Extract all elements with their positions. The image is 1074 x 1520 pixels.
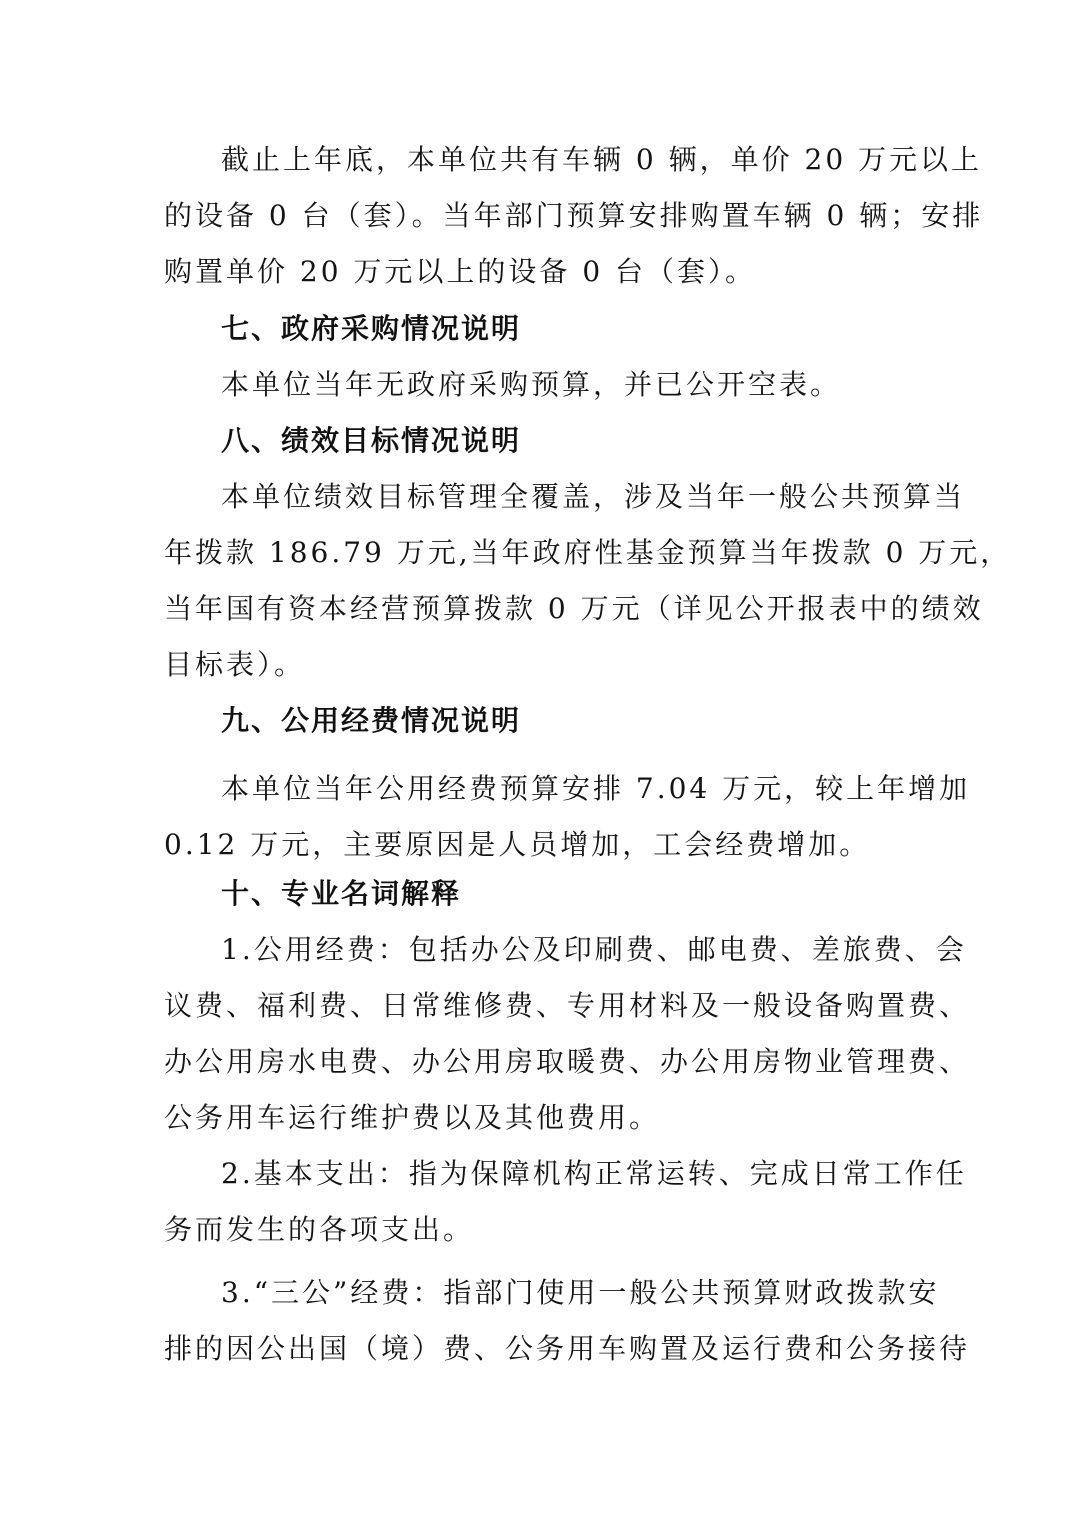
paragraph-vehicles-line-2: 的设备 0 台（套）。当年部门预算安排购置车辆 0 辆；安排 [164, 199, 984, 232]
term-three-public-expenses-line-2: 排的因公出国（境）费、公务用车购置及运行费和公务接待 [164, 1332, 971, 1365]
section-heading-government-procurement: 七、政府采购情况说明 [221, 312, 522, 345]
paragraph-performance-line-3: 当年国有资本经营预算拨款 0 万元（详见公开报表中的绩效 [164, 592, 984, 625]
term-basic-expenditure-line-1: 2.基本支出：指为保障机构正常运转、完成日常工作任 [221, 1157, 967, 1190]
term-public-expenses-line-1: 1.公用经费：包括办公及印刷费、邮电费、差旅费、会 [221, 933, 967, 966]
section-heading-public-expenses: 九、公用经费情况说明 [221, 704, 522, 737]
paragraph-vehicles-line-1: 截止上年底，本单位共有车辆 0 辆，单价 20 万元以上 [221, 143, 983, 176]
term-public-expenses-line-3: 办公用房水电费、办公用房取暖费、办公用房物业管理费、 [164, 1045, 971, 1078]
paragraph-performance-line-2: 年拨款 186.79 万元,当年政府性基金预算当年拨款 0 万元， [164, 536, 1012, 569]
paragraph-performance-line-1: 本单位绩效目标管理全覆盖，涉及当年一般公共预算当 [221, 480, 966, 513]
paragraph-public-expenses-line-1: 本单位当年公用经费预算安排 7.04 万元，较上年增加 [221, 772, 971, 805]
section-heading-term-explanations: 十、专业名词解释 [221, 877, 462, 910]
term-public-expenses-line-2: 议费、福利费、日常维修费、专用材料及一般设备购置费、 [164, 989, 971, 1022]
section-heading-performance-targets: 八、绩效目标情况说明 [221, 424, 522, 457]
term-public-expenses-line-4: 公务用车运行维护费以及其他费用。 [164, 1101, 661, 1134]
term-three-public-expenses-line-1: 3.“三公”经费：指部门使用一般公共预算财政拨款安 [221, 1276, 940, 1309]
paragraph-procurement: 本单位当年无政府采购预算，并已公开空表。 [221, 368, 842, 401]
paragraph-vehicles-line-3: 购置单价 20 万元以上的设备 0 台（套）。 [164, 255, 757, 288]
term-basic-expenditure-line-2: 务而发生的各项支出。 [164, 1213, 475, 1246]
paragraph-public-expenses-line-2: 0.12 万元，主要原因是人员增加，工会经费增加。 [164, 828, 871, 861]
paragraph-performance-line-4: 目标表）。 [164, 648, 306, 681]
